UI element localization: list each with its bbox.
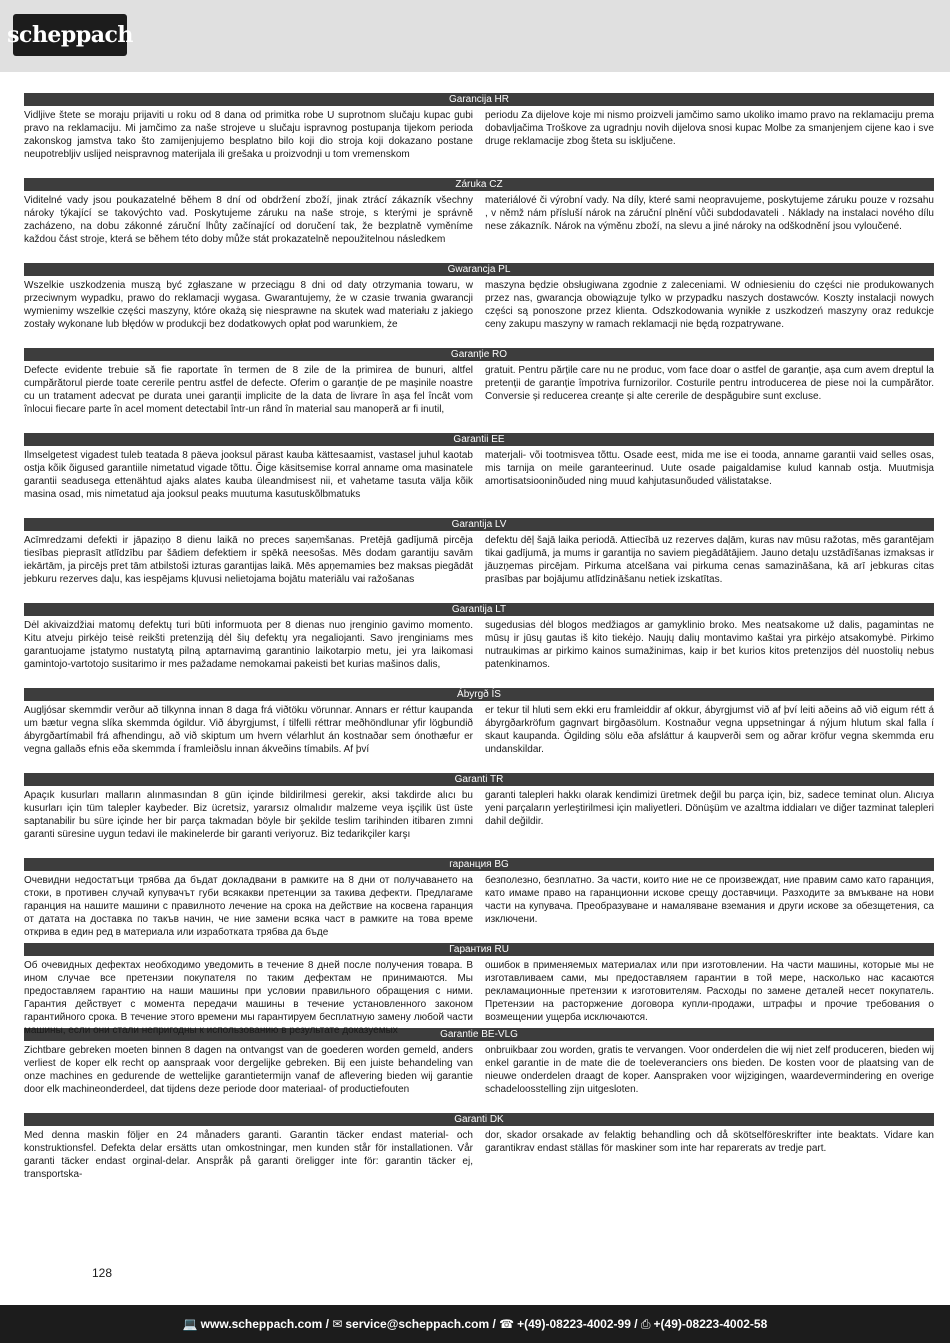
section-body (24, 191, 934, 246)
section-body (24, 956, 934, 1037)
email-link[interactable]: service@scheppach.com (345, 1317, 490, 1331)
section-title: Ábyrgð ÍS (24, 688, 934, 701)
section-body (24, 1041, 934, 1096)
section-text-left: Zichtbare gebreken moeten binnen 8 dagen na ontvangst van de goederen worden gemeld, anders verliest de koper elk recht op aanspraak voor dergelijke gebreken. Bij een juiste behandeling van onze machines en gedurende de wettelijke garantietermijn vanaf de aflevering bieden wij garantie door elk machineonderdeel, dat tijdens deze periode door materiaal- of productiefouten (24, 1045, 473, 1095)
section-title: Garanti DK (24, 1113, 934, 1126)
section-text-left: Ilmselgetest vigadest tuleb teatada 8 päeva jooksul pärast kauba kättesaamist, vastasel juhul kaotab ostja kõik õigused garantiile nimetatud vigade tõttu. Õige käsitsemise korral anname oma masinatele garantii seadusega ettenähtud ajaks alates kauba üleandmisest nii, et vahetame tasuta välja kõik masina osad, mis nimetatud aja jooksul peaks muutuma kasutuskõlbmatuks (24, 450, 473, 500)
section-tr (24, 773, 934, 858)
section-lv (24, 518, 934, 603)
footer-separator: / (492, 1317, 496, 1331)
section-ro (24, 348, 934, 433)
section-body (24, 701, 934, 756)
section-bg (24, 858, 934, 943)
section-text-right: gratuit. Pentru părțile care nu ne produc, vom face doar o astfel de garanție, așa cum avem dreptul la pretenții de garanție împotriva furnizorilor. Costurile pentru introducerea de piese noi la cumpărător. Conversie și reducerea creanțe și alte cererile de despăgubire sunt excluse. (485, 365, 934, 402)
section-body (24, 786, 934, 841)
section-text-left: Vidljive štete se moraju prijaviti u roku od 8 dana od primitka robe U suprotnom slučaju kupac gubi pravo na reklamaciju. Mi jamčimo za naše strojeve u slučaju ispravnog postupanja tijekom perioda zakonskog jamstva tako što zamijenjujemo besplatno bilo koji dio stroja koji dokazano postane neupotrebljiv uslijed neispravnog materijala ili grešaka u proizvodnji u tom vremenskom (24, 110, 473, 160)
section-text-right: materiálové či výrobní vady. Na díly, které sami neopravujeme, poskytujeme záruku pouze v rozsahu , v němž nám přísluší nárok na záruční plnění vůči subdodavateli . Náklady na instalaci nového dílu nese zákazník. Nárok na výměnu zboží, na slevu a jiné nároky na odškodnění jsou vyloučené. (485, 195, 934, 232)
section-text-right: dor, skador orsakade av felaktig behandling och då skötselföreskrifter inte beaktats. Vidare kan garantikrav endast ställas för maskiner som inte har reparerats av tredje part. (485, 1130, 934, 1154)
envelope-icon: ✉ (332, 1317, 343, 1331)
section-cz (24, 178, 934, 263)
section-text-left: Dėl akivaizdžiai matomų defektų turi būti informuota per 8 dienas nuo įrenginio gavimo momento. Kitu atveju pirkėjo teisė reikšti pretenziją dėl šių defektų yra negaliojanti. Savo įrenginiams mes garantuojame įstatymo nustatytą pilną aptarnavimą garantinio laikotarpio metu, jei yra laikomasi gamintojo-vartotojo susitarimo ir mes pažadame nemokamai pakeisti bet kurias mašinos dalis, (24, 620, 473, 670)
section-text-right: ошибок в применяемых материалах или при изготовлении. На части машины, которые мы не изготавливаем сами, мы предоставляем гарантии в той мере, насколько нас касаются рекламационные претензии к изготовителям. Расходы по замене деталей несет покупатель. Претензии на расторжение договора купли-продажи, штрафы и прочие требования о возмещении ущерба исключаются. (485, 960, 934, 1023)
fax-number: +(49)-08223-4002-58 (653, 1317, 768, 1331)
section-text-right: er tekur til hluti sem ekki eru framleiddir af okkur, ábyrgjumst við af því leiti aðeins að við eigum rétt á ábyrgðarkröfum gagnvart birgðasölum. Kostnaður vegna uppsetningar á nýjum hlutum skal falla í skaut kaupanda. Ógilding sölu eða afsláttur á kaupverði sem og aðrar kröfur vegna skemmda eru undanskildar. (485, 705, 934, 755)
section-text-left: Defecte evidente trebuie să fie raportate în termen de 8 zile de la primirea de bunuri, altfel cumpărătorul pierde toate cererile pentru astfel de defecte. Oferim o garanție de pe mașinile noastre cu un tratament adecvat pe durata unei garanții implicite de la data de livrare în așa fel încât vom înlocui fiecare parte în acel moment detectabil într-un rând în material sau manoperă ar fi inutil, (24, 365, 473, 415)
section-hr (24, 93, 934, 178)
section-text-left: Acīmredzami defekti ir jāpaziņo 8 dienu laikā no preces saņemšanas. Pretējā gadījumā pircēja tiesības pieprasīt atlīdzību par šādiem defektiem ir spēkā neesošas. Mēs dodam garantiju savām iekārtām, ja pircējs pret tām atbilstoši izturas garantijas laikā. Mēs apņemamies bez maksas piegādāt jebkuru rezerves daļu, kas iespējams kļuvusi nelietojama bojātu materiālu vai ražošanas (24, 535, 473, 585)
section-title: Garantie BE-VLG (24, 1028, 934, 1041)
footer-separator: / (634, 1317, 638, 1331)
footer-contact-bar (0, 1305, 950, 1343)
section-body (24, 276, 934, 331)
section-text-left: Augljósar skemmdir verður að tilkynna innan 8 daga frá viðtöku vörunnar. Annars er réttur kaupanda um bætur vegna slíka skemmda ógildur. Við ábyrgjumst, í tilfelli réttrar meðhöndlunar yfir lögbundið ábyrgðartímabil frá afhendingu, að við skiptum um hvern vélarhlut án kostnaðar sem ónothæfur er vegna gallaðs efnis eða skemmda í framleiðslu innan ákveðins tímabils. Af því (24, 705, 473, 755)
phone-number: +(49)-08223-4002-99 (517, 1317, 631, 1331)
section-lt (24, 603, 934, 688)
section-is (24, 688, 934, 773)
section-text-right: periodu Za dijelove koje mi nismo proizveli jamčimo samo ukoliko imamo pravo na reklamaciju prema dobavljačima Troškove za ugradnju novih dijelova snosi kupac Molbe za smanjenjem cijene kao i sve druge reklamacije zbog šteta su isključene. (485, 110, 934, 147)
phone-icon: ☎ (499, 1317, 515, 1331)
section-text-right: maszyna będzie obsługiwana zgodnie z zaleceniami. W odniesieniu do części nie produkowanych przez nas, gwarancja obowiązuje tylko w przypadku naszych dostawców. Koszty instalacji nowych części są ponoszone przez klienta. Odszkodowania wynikłe z uszkodzeń maszyny oraz redukcje ceny zakupu maszyny w ramach reklamacji nie będą rozpatrywane. (485, 280, 934, 330)
section-title: Garantii EE (24, 433, 934, 446)
section-text-right: materjali- või tootmisvea tõttu. Osade eest, mida me ise ei tooda, anname garantii vaid selles osas, mis tarnija on meile garanteerinud. Uute osade paigaldamise kulud kannab ostja. Muutmisja amortisatsiooninõuded ning muud kahjutasunõuded välistatakse. (485, 450, 934, 487)
header-band (0, 0, 950, 72)
section-body (24, 616, 934, 671)
section-title: Záruka CZ (24, 178, 934, 191)
section-text-left: Wszelkie uszkodzenia muszą być zgłaszane w przeciągu 8 dni od daty otrzymania towaru, w przeciwnym wypadku, prawo do reklamacji wygasa. Gwarantujemy, że w czasie trwania gwarancji wymienimy wszelkie części maszyny, które okażą się niesprawne na skutek wad materiału z jakiego zostały wykonane lub błędów w produkcji bez dodatkowych opłat pod warunkiem, że (24, 280, 473, 330)
section-text-right: garanti talepleri hakkı olarak kendimizi üretmek değil bu parça için, biz, sadece teminat olun. Alıcıya yeni parçaların yerleştirilmesi için maliyetleri. Dönüşüm ve azaltma iddiaları ve diğer tazminat talepleri dahil değildir. (485, 790, 934, 827)
section-title: Garanti TR (24, 773, 934, 786)
scheppach-logo (7, 14, 133, 56)
computer-icon: 💻 (182, 1317, 198, 1331)
page-number: 128 (92, 1266, 113, 1280)
section-text-right: onbruikbaar zou worden, gratis te vervangen. Voor onderdelen die wij niet zelf produceren, bieden wij enkel garantie in de mate die de toeleveranciers ons bieden. De kosten voor de plaatsing van de nieuwe onderdelen draagt de koper. Aanspraken voor wijzigingen, waardevermindering en overige schadeloosstelling zijn uitgesloten. (485, 1045, 934, 1095)
section-text-right: безполезно, безплатно. За части, които ние не се произвеждат, ние правим само като гаранция, като имаме право на гаранционни искове срещу доставчици. Разходите за вмъкване на нови части на купувача. Преобразуване и намаляване вземания и други искове за обезщетения, са изключени. (485, 875, 934, 925)
section-text-left: Med denna maskin följer en 24 månaders garanti. Garantin täcker endast material- och konstruktionsfel. Defekta delar ersätts utan omkostningar, men kunden står för installationen. Vår garanti täcker endast orginal-delar. Anspråk på garanti öreligger inte för: garantin täcker ej, transportska- (24, 1130, 473, 1180)
section-text-right: defektu dēļ šajā laika periodā. Attiecībā uz rezerves daļām, kuras nav mūsu ražotas, mēs garantējam tikai gadījumā, ja mums ir garantija no saviem piegādātājiem. Jauno detaļu uzstādīšanas izmaksas ir jāuzņemas pircējam. Pirkuma atcelšana vai pirkuma cenas samazināšana, kā arī jebkuras citas prasības par bojājumu atlīdzināšanu netiek izskatītas. (485, 535, 934, 585)
section-body (24, 1126, 934, 1181)
section-text-left: Apaçık kusurları malların alınmasından 8 gün içinde bildirilmesi gerekir, aksi takdirde alıcı bu kusurları için tüm talepler kaybeder. Biz ücretsiz, yararsız olmalıdır malzeme veya işçilik üst üste saptanabilir bu süre içinde her bir parça takmadan böyle bir şekilde teslim tarihinden itibaren zımni garanti süresine uygun tedavi ile makinelerde bir garanti veriyoruz. Biz tedarikçiler karşı (24, 790, 473, 840)
section-title: Gwarancja PL (24, 263, 934, 276)
section-body (24, 871, 934, 939)
section-title: Garanție RO (24, 348, 934, 361)
section-title: Гарантия RU (24, 943, 934, 956)
section-ee (24, 433, 934, 518)
footer-separator: / (325, 1317, 329, 1331)
section-body (24, 361, 934, 416)
section-title: Garantija LT (24, 603, 934, 616)
section-title: Garantija LV (24, 518, 934, 531)
section-text-left: Очевидни недостатъци трябва да бъдат докладвани в рамките на 8 дни от получаването на стоки, в противен случай купувачът губи всякакви претенции за такива дефекти. Предлагаме гаранция на нашите машини с правилното лечение на срока на действие на косвена гаранция от датата на доставка по такъв начин, че ние замени всяка част в рамките на това време открива в един ред в материала или изработката трябва да бъде (24, 875, 473, 938)
section-body (24, 531, 934, 586)
section-dk (24, 1113, 934, 1198)
section-body (24, 106, 934, 161)
section-text-left: Об очевидных дефектах необходимо уведомить в течение 8 дней после получения товара. В ином случае все претензии покупателя по таким дефектам не принимаются. Мы предоставляем гарантию на наши машины при условии правильного обращения с ними. Гарантия действует с момента передачи машины в течение установленного законом гарантийного срока. В течение этого времени мы гарантируем бесплатную замену любой части машины, если они стали непригодны к использованию в результате доказуемых (24, 960, 473, 1036)
fax-icon: ⎙ (640, 1316, 651, 1331)
section-pl (24, 263, 934, 348)
section-title: гаранция BG (24, 858, 934, 871)
section-be-vlg (24, 1028, 934, 1113)
warranty-sections (24, 93, 934, 1198)
website-link[interactable]: www.scheppach.com (200, 1317, 323, 1331)
logo-text: scheppach (7, 22, 133, 48)
section-text-left: Viditelné vady jsou poukazatelné během 8 dní od obdržení zboží, jinak ztrácí zákazník všechny nároky týkající se takovýchto vad. Poskytujeme záruku na naše stroje, s kterými je správně zacházeno, na dobu zákonné záruční lhůty začínající od doručení tak, že bezplatně vyměníme každou část stroje, která se během této doby může stát prokazatelně nepoužitelnou následkem (24, 195, 473, 245)
section-body (24, 446, 934, 501)
section-text-right: sugedusias dėl blogos medžiagos ar gamyklinio broko. Mes neatsakome už dalis, pagamintas ne mūsų ir jūsų gautas iš kito tiekėjo. Naujų dalių montavimo kaštai yra pirkėjo atsakomybė. Pirkimo nutraukimas ar pirkimo kainos sumažinimas, kaip ir bet kurios kitos pretenzijos dėl nuostolių nebus patenkinamos. (485, 620, 934, 670)
section-title: Garancija HR (24, 93, 934, 106)
